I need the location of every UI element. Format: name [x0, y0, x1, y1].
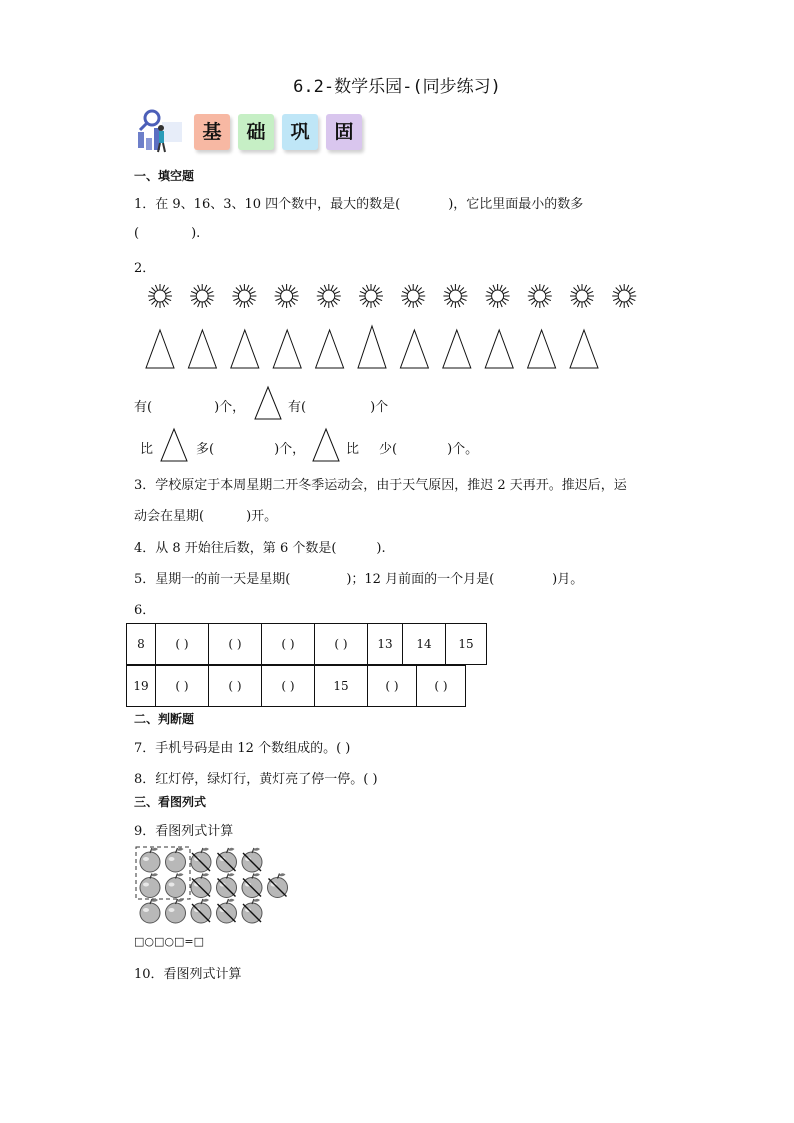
question-2-number: 2． [134, 261, 156, 276]
crossed-apple-icon [191, 873, 211, 897]
q5-text-c: )月。 [552, 572, 584, 587]
triangle-icon [358, 326, 386, 368]
question-2-row-1 [134, 396, 245, 415]
sun-icon [359, 284, 383, 308]
sun-icon [275, 284, 299, 308]
grid-cell: 15 [446, 624, 487, 665]
triangle-icon [146, 330, 174, 368]
q4-text-b: ). [376, 541, 386, 556]
crossed-apple-icon [268, 873, 288, 897]
grid-cell: 8 [127, 624, 156, 665]
banner-tile-4: 固 [326, 114, 362, 150]
question-3-line-2 [134, 505, 277, 524]
sun-icon [570, 284, 594, 308]
triangle-icon [160, 428, 188, 462]
q2-text-a: 有( [134, 400, 153, 415]
apple-icon [166, 899, 186, 923]
question-10-title: 10．看图列式计算 [134, 967, 242, 982]
triangle-icon [188, 330, 216, 368]
q2-text-e: 比 [140, 442, 154, 457]
question-1-line-1 [134, 193, 583, 212]
triangle-icon [273, 330, 301, 368]
apple-icon [166, 873, 186, 897]
grid-cell-blank[interactable]: ( ) [209, 666, 262, 707]
q2-text-i: 少( [379, 442, 398, 457]
q4-text-a: 4．从 8 开始往后数，第 6 个数是( [134, 541, 337, 556]
magnifier-person-icon [134, 108, 190, 156]
banner-tile-2: 础 [238, 114, 274, 150]
triangle-icon [400, 330, 428, 368]
grid-cell-blank[interactable]: ( ) [262, 624, 315, 665]
question-5 [134, 568, 583, 587]
triangle-icon [231, 330, 259, 368]
triangle-icon [443, 330, 471, 368]
q2-text-g: )个， [274, 442, 306, 457]
crossed-apple-icon [191, 848, 211, 872]
q2-text-c: 有( [288, 400, 307, 415]
apple-picture [134, 844, 304, 926]
crossed-apple-icon [217, 899, 237, 923]
grid-cell: 15 [315, 666, 368, 707]
grid-cell-blank[interactable]: ( ) [417, 666, 466, 707]
triangle-icon [570, 330, 598, 368]
crossed-apple-icon [242, 873, 262, 897]
q2-text-f: 多( [196, 442, 215, 457]
q2-text-d: )个 [370, 400, 389, 415]
triangle-icon [528, 330, 556, 368]
q5-text-b: )；12 月前面的一个月是( [346, 572, 495, 587]
grid-cell-blank[interactable]: ( ) [156, 666, 209, 707]
apple-icon [166, 848, 186, 872]
section-figure-heading: 三、看图列式 [134, 795, 207, 809]
sun-icon [612, 284, 636, 308]
q1-text-c: ( [134, 226, 140, 241]
question-4 [134, 537, 386, 556]
q2-text-j: )个。 [447, 442, 479, 457]
sun-icon [148, 284, 172, 308]
grid-cell-blank[interactable]: ( ) [156, 624, 209, 665]
q5-text-a: 5．星期一的前一天是星期( [134, 572, 291, 587]
sun-row [134, 278, 654, 318]
q3-text-a: 动会在星期( [134, 509, 205, 524]
sun-icon [528, 284, 552, 308]
grid-cell: 13 [368, 624, 403, 665]
triangle-row [140, 322, 620, 370]
section-fill-heading: 一、填空题 [134, 169, 195, 183]
banner-tile-1: 基 [194, 114, 230, 150]
apple-icon [140, 873, 160, 897]
crossed-apple-icon [191, 899, 211, 923]
question-9-title: 9．看图列式计算 [134, 824, 234, 839]
crossed-apple-icon [242, 848, 262, 872]
triangle-icon [316, 330, 344, 368]
question-1-line-2 [134, 226, 200, 241]
question-2-row-2b [346, 438, 478, 457]
question-2-row-1b [288, 396, 388, 415]
q1-text-a: 1．在 9、16、3、10 四个数中，最大的数是( [134, 197, 401, 212]
question-2-row-2a [196, 438, 305, 457]
triangle-icon [312, 428, 340, 462]
question-8: 8．红灯停，绿灯行，黄灯亮了停一停。( ) [134, 772, 378, 787]
q1-text-b: )，它比里面最小的数多 [448, 197, 584, 212]
sun-icon [401, 284, 425, 308]
q2-text-b: )个， [214, 400, 246, 415]
page-title: 6.2-数学乐园-(同步练习) [293, 77, 501, 97]
question-6-number: 6． [134, 603, 156, 618]
q1-text-d: ). [191, 226, 201, 241]
banner-tile-3: 巩 [282, 114, 318, 150]
grid-cell-blank[interactable]: ( ) [315, 624, 368, 665]
grid-cell-blank[interactable]: ( ) [262, 666, 315, 707]
sun-icon [443, 284, 467, 308]
question-3-line-1: 3．学校原定于本周星期二开冬季运动会，由于天气原因，推迟 2 天再开。推迟后，运 [134, 478, 627, 493]
question-7: 7．手机号码是由 12 个数组成的。( ) [134, 741, 351, 756]
sun-icon [232, 284, 256, 308]
q2-text-h: 比 [346, 442, 360, 457]
number-grid-row-1 [126, 623, 487, 665]
triangle-icon [485, 330, 513, 368]
number-grid-row-2 [126, 665, 466, 707]
sun-icon [190, 284, 214, 308]
triangle-icon [254, 386, 282, 420]
sun-icon [317, 284, 341, 308]
grid-cell-blank[interactable]: ( ) [368, 666, 417, 707]
grid-cell: 19 [127, 666, 156, 707]
crossed-apple-icon [217, 848, 237, 872]
grid-cell: 14 [403, 624, 446, 665]
q3-text-b: )开。 [246, 509, 278, 524]
apple-icon [140, 848, 160, 872]
q9-formula: □○□○□=□ [134, 935, 204, 948]
crossed-apple-icon [217, 873, 237, 897]
section-banner [134, 108, 384, 154]
crossed-apple-icon [242, 899, 262, 923]
section-judge-heading: 二、判断题 [134, 712, 195, 726]
grid-cell-blank[interactable]: ( ) [209, 624, 262, 665]
apple-icon [140, 899, 160, 923]
sun-icon [486, 284, 510, 308]
